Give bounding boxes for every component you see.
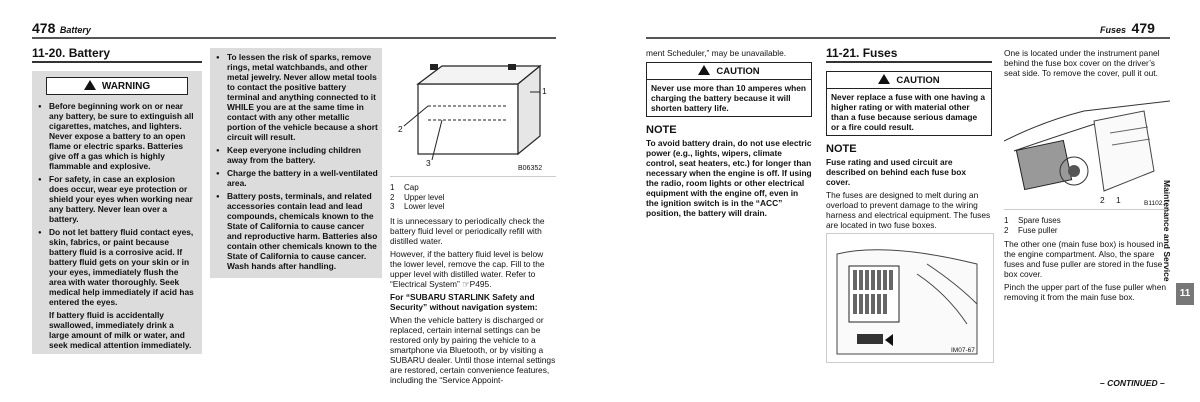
chapter-tab: 11 [1176, 283, 1194, 305]
list-item: ● Keep everyone including children away from the battery. [227, 145, 378, 165]
left-page-number: 478 [32, 20, 56, 36]
fuses-right-body-2: The other one (main fuse box) is housed in the engine compartment. Also, the spare fuses and fuse puller are stored in the fuse box cover. [1004, 239, 1164, 279]
warning-triangle-icon [84, 80, 96, 90]
list-item: ● Do not let battery fluid contact eyes, skin, fabrics, or paint because battery fluid is a corrosive acid. If battery fluid gets on your skin or in your eyes, immediately flush the area with water thoroughly. Seek medical help immediately if acid has entered the eyes. [49, 227, 196, 307]
battery-figure [390, 48, 556, 177]
left-page-header [32, 20, 91, 36]
caution-triangle-icon [878, 74, 890, 84]
battery-warning-panel [32, 71, 202, 354]
starlink-heading: For “SUBARU STARLINK Safety and Security” without navigation system: [390, 291, 538, 312]
fuses-right-body-3: Pinch the upper part of the fuse puller when removing it from the main fuse box. [1004, 282, 1167, 302]
list-item: ● Charge the battery in a well-ventilated area. [227, 168, 378, 188]
battery-section-title: 11-20. Battery [32, 48, 202, 63]
battery-figure-code: B06352 [518, 165, 543, 172]
fuse-note-label: NOTE [826, 143, 857, 155]
fuse-box-figure [826, 233, 994, 363]
battery-body-1: It is unnecessary to periodically check the battery fluid level or periodically refill with distilled water. [390, 215, 545, 246]
left-header-rule [32, 37, 556, 39]
fuse-cover-figure [1004, 81, 1170, 210]
legend-text: Spare fuses [1018, 216, 1061, 225]
charging-caution-label: CAUTION [716, 66, 760, 77]
fuse-box-illustration [827, 234, 991, 360]
legend-number: 3 [390, 202, 395, 211]
fuses-column-1 [826, 48, 992, 363]
battery-callout-1: 1 [542, 86, 547, 96]
continued-footer: – CONTINUED – [1100, 378, 1165, 388]
caution-triangle-icon [698, 65, 710, 75]
charging-caution-text: Never use more than 10 amperes when charging the battery because it will shorten battery life. [646, 80, 812, 117]
battery-warning-continuation: If battery fluid is accidentally swallowed, immediately drink a large amount of milk or water, and seek medical attention immediately. [49, 310, 192, 350]
battery-column-2 [210, 48, 382, 278]
battery-legend [390, 183, 556, 212]
left-page-title: Battery [59, 25, 91, 35]
fuse-note-text: Fuse rating and used circuit are described on behind each fuse box cover. [826, 157, 967, 187]
fuse-cover-callout-2: 2 [1100, 195, 1105, 205]
starlink-body: When the vehicle battery is discharged or replaced, certain internal settings can be restored only by pairing the vehicle to a smartphone via Bluetooth, or by visiting a SUBARU dealer. Until those internal settings are restored, certain convenience features, including the “Service Appoint- [390, 314, 556, 385]
continued-text: ment Scheduler,” may be unavailable. [646, 48, 787, 58]
right-header-rule [646, 37, 1170, 39]
battery-callout-3: 3 [426, 158, 431, 168]
battery-warning-header [46, 77, 188, 95]
legend-number: 2 [390, 192, 395, 202]
fuse-legend [1004, 216, 1170, 235]
fuses-body-1: The fuses are designed to melt during an overload to prevent damage to the wiring harness and electrical equipment. The fuses are located in two fuse boxes. [826, 190, 991, 230]
list-item: ● For safety, in case an explosion does occur, wear eye protection or shield your eyes when working near any battery. Never lean over a battery. [49, 174, 196, 224]
legend-text: Lower level [404, 202, 445, 211]
list-item: ● To lessen the risk of sparks, remove rings, metal watchbands, and other metal jewelry. Never allow metal tools to contact the positive battery terminal and anything connected to it WHILE you are at the same time in contact with any other metallic portion of the vehicle because a short circuit will result. [227, 52, 378, 142]
right-page-column-1 [646, 48, 812, 218]
legend-number: 2 [1004, 225, 1009, 235]
battery-callout-2: 2 [398, 124, 403, 134]
battery-illustration [390, 48, 556, 176]
fuse-figure-code-1: IM07-67 [951, 347, 975, 354]
list-item: ● Before beginning work on or near any battery, be sure to extinguish all cigarettes, matches, and lighters. Never expose a battery to an open flame or electric sparks. Batteries give off a gas which is highly flammable and explosive. [49, 101, 196, 171]
battery-note-label: NOTE [646, 124, 677, 136]
fuse-caution-header [826, 71, 992, 89]
battery-note-text: To avoid battery drain, do not use electric power (e.g., lights, wipers, climate control, seat heaters, etc.) for longer than necessary when the engine is off. If using the radio, room lights or other electrical equipment with the engine off, even in the ignition switch is in the “ACC” position, the battery will drain. [646, 138, 812, 218]
chapter-side-label: Maintenance and Service [1162, 180, 1172, 282]
battery-column-3 [390, 48, 556, 388]
battery-warning-label: WARNING [101, 81, 151, 92]
fuses-column-2 [1004, 48, 1170, 305]
list-item: ● Battery posts, terminals, and related accessories contain lead and lead compounds, chemicals known to the State of California to cause cancer and reproductive harm. Batteries also contain other chemicals known to the State of California to cause cancer. Wash hands after handling. [227, 191, 378, 271]
battery-column-1 [32, 48, 202, 354]
right-page-header [1100, 20, 1155, 36]
battery-body-2: However, if the battery fluid level is below the lower level, remove the cap. Fill to the upper level with distilled water. Refer to “Electrical System” ☞P495. [390, 248, 545, 289]
legend-text: Cap [404, 183, 419, 192]
legend-number: 1 [390, 183, 395, 192]
legend-number: 1 [1004, 216, 1009, 225]
legend-text: Upper level [404, 192, 445, 202]
battery-warning-list [38, 101, 196, 307]
fuse-caution-text: Never replace a fuse with one having a higher rating or with material other than a fuse because serious damage or a fire could result. [826, 89, 992, 136]
battery-warning-list-2 [216, 52, 378, 271]
legend-text: Fuse puller [1018, 225, 1058, 235]
charging-caution-header [646, 62, 812, 80]
fuse-caution-label: CAUTION [896, 75, 940, 86]
fuse-figure-code-2: B1102.. [1144, 200, 1166, 207]
right-page-number: 479 [1131, 20, 1155, 36]
fuse-cover-illustration [1004, 81, 1170, 207]
fuse-cover-callout-1: 1 [1116, 195, 1121, 205]
fuses-section-title: 11-21. Fuses [826, 48, 992, 63]
right-page-title: Fuses [1100, 25, 1127, 35]
fuses-right-body-1: One is located under the instrument panel behind the fuse box cover on the driver’s seat side. To remove the cover, pull it out. [1004, 48, 1160, 78]
